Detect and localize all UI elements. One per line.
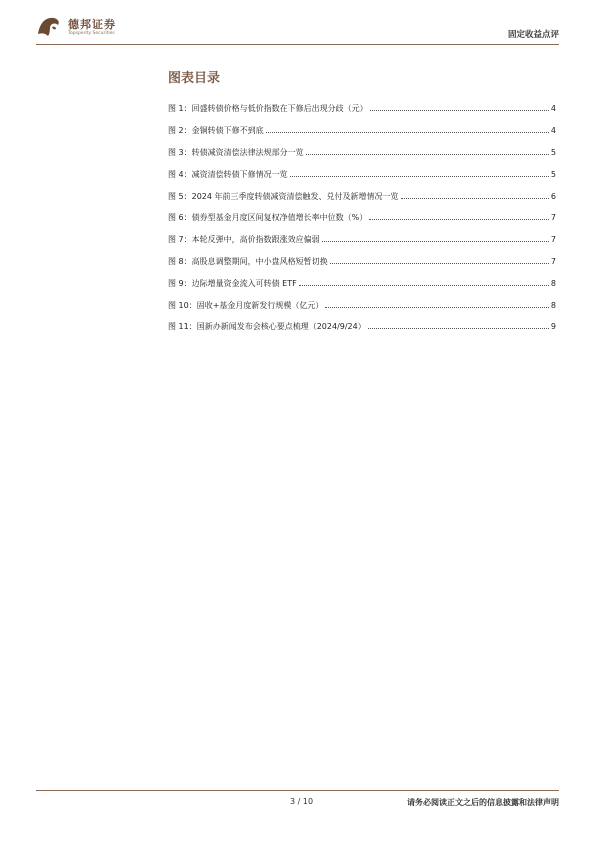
toc-item-label: 图 8：高股息调整期间，中小盘风格短暂切换 <box>168 256 328 266</box>
toc-leader-dots <box>401 198 549 199</box>
toc-item-page: 5 <box>550 147 556 157</box>
toc-item-label: 图 2：金铜转债下修不到底 <box>168 126 264 136</box>
toc-item-label: 图 3：转债减资清偿法律法规部分一览 <box>168 147 304 157</box>
toc-item-page: 8 <box>550 300 556 310</box>
toc-item[interactable] <box>168 294 556 316</box>
brand-name-cn: 德邦证券 <box>68 18 116 31</box>
header-divider <box>36 44 559 45</box>
toc-item[interactable] <box>168 98 556 120</box>
toc-item[interactable] <box>168 207 556 229</box>
toc-item-label: 图 4：减资清偿转债下修情况一览 <box>168 169 288 179</box>
toc-leader-dots <box>368 328 549 329</box>
toc-item-page: 8 <box>550 278 556 288</box>
toc-leader-dots <box>322 241 549 242</box>
toc-item-label: 图 10：固收+基金月度新发行规模（亿元） <box>168 300 324 310</box>
report-type-label: 固定收益点评 <box>507 30 559 40</box>
toc-leader-dots <box>370 110 549 111</box>
toc-title: 图表目录 <box>168 71 221 86</box>
toc-item-label: 图 11：国新办新闻发布会核心要点梳理（2024/9/24） <box>168 322 366 332</box>
legal-disclaimer: 请务必阅读正文之后的信息披露和法律声明 <box>407 798 559 807</box>
toc-item-label: 图 1：回盛转债价格与低价指数在下修后出现分歧（元） <box>168 104 368 114</box>
page-number: 3 / 10 <box>290 797 314 806</box>
toc-item[interactable] <box>168 251 556 273</box>
toc-item[interactable] <box>168 185 556 207</box>
toc-item-page: 4 <box>550 126 556 136</box>
toc-leader-dots <box>290 176 549 177</box>
toc-leader-dots <box>266 132 549 133</box>
toc-list <box>168 98 556 338</box>
page-header <box>36 14 559 42</box>
toc-item[interactable] <box>168 142 556 164</box>
footer-divider <box>36 790 559 791</box>
toc-item-page: 5 <box>550 169 556 179</box>
toc-item[interactable] <box>168 272 556 294</box>
toc-item[interactable] <box>168 229 556 251</box>
toc-leader-dots <box>325 307 548 308</box>
toc-item[interactable] <box>168 163 556 185</box>
toc-item-page: 7 <box>550 256 556 266</box>
toc-item-label: 图 7：本轮反弹中，高价指数跟涨效应偏弱 <box>168 235 320 245</box>
toc-item[interactable] <box>168 120 556 142</box>
brand-logo-icon <box>36 14 62 40</box>
brand-name-en: Topsperity Securities <box>68 31 115 36</box>
toc-item-label: 图 5：2024 年前三季度转债减资清偿触发、兑付及新增情况一览 <box>168 191 399 201</box>
toc-item-page: 7 <box>550 235 556 245</box>
toc-item-label: 图 6：债券型基金月度区间复权净值增长率中位数（%） <box>168 213 368 223</box>
toc-item-page: 9 <box>550 322 556 332</box>
toc-leader-dots <box>330 263 549 264</box>
toc-leader-dots <box>369 219 549 220</box>
toc-item-page: 4 <box>550 104 556 114</box>
toc-leader-dots <box>299 285 549 286</box>
toc-item-page: 6 <box>550 191 556 201</box>
toc-item[interactable] <box>168 316 556 338</box>
toc-leader-dots <box>306 154 549 155</box>
toc-item-page: 7 <box>550 213 556 223</box>
toc-item-label: 图 9：边际增量资金流入可转债 ETF <box>168 278 297 288</box>
